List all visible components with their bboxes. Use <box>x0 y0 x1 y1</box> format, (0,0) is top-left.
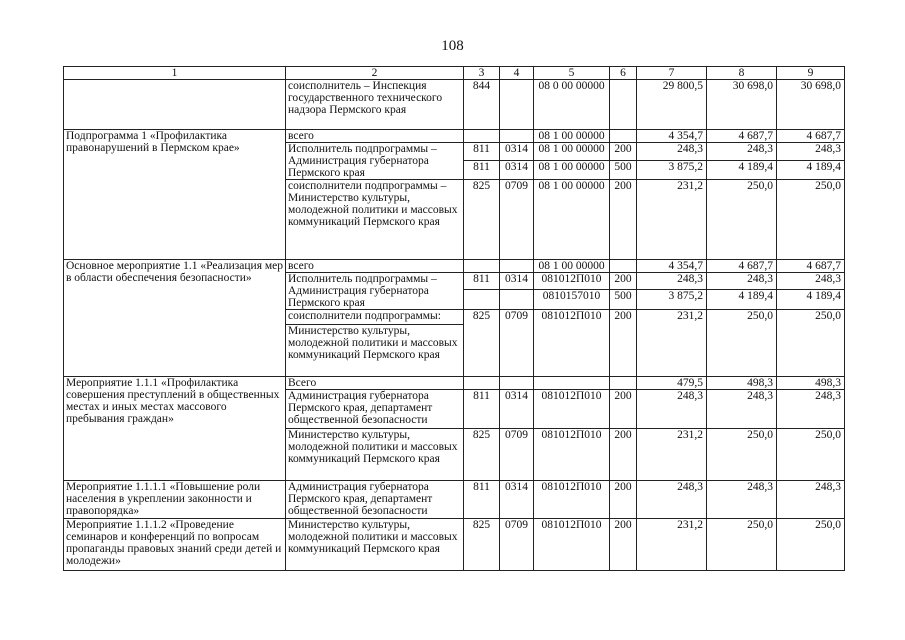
program-cell <box>64 80 286 130</box>
csr-cell: 08 1 00 00000 <box>534 130 610 143</box>
csr-cell: 081012П010 <box>534 481 610 519</box>
header-cell: 6 <box>610 67 637 80</box>
header-cell: 8 <box>707 67 777 80</box>
vr-cell: 200 <box>610 390 637 429</box>
program-cell: Мероприятие 1.1.1 «Профилактика совершения преступлений в общественных местах и иных местах массового пребывания граждан» <box>64 377 286 481</box>
section-cell: 0314 <box>500 390 534 429</box>
grbs-cell: 825 <box>464 180 500 260</box>
executor-cell: Министерство культуры, молодежной политики и массовых коммуникаций Пермского края <box>286 519 464 571</box>
executor-cell: Всего <box>286 377 464 390</box>
vr-cell: 200 <box>610 273 637 290</box>
table-row <box>64 80 845 130</box>
amount-cell: 248,3 <box>707 143 777 161</box>
csr-cell: 081012П010 <box>534 429 610 481</box>
amount-cell: 248,3 <box>637 481 707 519</box>
csr-cell: 08 1 00 00000 <box>534 143 610 161</box>
grbs-cell: 811 <box>464 481 500 519</box>
amount-cell: 30 698,0 <box>777 80 845 130</box>
section-cell: 0314 <box>500 160 534 179</box>
header-cell: 9 <box>777 67 845 80</box>
table-row <box>64 260 845 273</box>
section-cell: 0709 <box>500 310 534 377</box>
vr-cell: 500 <box>610 160 637 179</box>
amount-cell: 250,0 <box>777 519 845 571</box>
csr-cell: 08 1 00 00000 <box>534 260 610 273</box>
amount-cell: 248,3 <box>777 143 845 161</box>
executor-cell: соисполнители подпрограммы: <box>286 310 464 325</box>
amount-cell: 248,3 <box>637 273 707 290</box>
amount-cell: 250,0 <box>707 429 777 481</box>
section-cell: 0314 <box>500 273 534 290</box>
header-cell: 7 <box>637 67 707 80</box>
section-cell <box>500 260 534 273</box>
section-cell: 0314 <box>500 481 534 519</box>
section-cell: 0709 <box>500 180 534 260</box>
table-row <box>64 519 845 571</box>
table-row <box>64 481 845 519</box>
csr-cell: 08 1 00 00000 <box>534 160 610 179</box>
section-cell <box>500 377 534 390</box>
amount-cell: 4 354,7 <box>637 260 707 273</box>
grbs-cell: 844 <box>464 80 500 130</box>
grbs-cell: 811 <box>464 390 500 429</box>
executor-cell: Министерство культуры, молодежной политики и массовых коммуникаций Пермского края <box>286 325 464 377</box>
csr-cell: 081012П010 <box>534 519 610 571</box>
executor-cell: Исполнитель подпрограммы – Администрация губернатора Пермского края <box>286 273 464 310</box>
header-cell: 3 <box>464 67 500 80</box>
vr-cell: 200 <box>610 481 637 519</box>
grbs-cell <box>464 130 500 143</box>
grbs-cell: 811 <box>464 143 500 161</box>
amount-cell: 248,3 <box>707 390 777 429</box>
amount-cell: 248,3 <box>707 481 777 519</box>
program-cell: Мероприятие 1.1.1.2 «Проведение семинаров и конференций по вопросам пропаганды правовых знаний среди детей и молодежи» <box>64 519 286 571</box>
header-cell: 5 <box>534 67 610 80</box>
amount-cell: 231,2 <box>637 180 707 260</box>
amount-cell: 250,0 <box>707 180 777 260</box>
executor-cell: соисполнитель – Инспекция государственного технического надзора Пермского края <box>286 80 464 130</box>
grbs-cell <box>464 377 500 390</box>
executor-cell: соисполнители подпрограммы – Министерство культуры, молодежной политики и массовых коммуникаций Пермского края <box>286 180 464 260</box>
amount-cell: 4 189,4 <box>777 290 845 310</box>
amount-cell: 248,3 <box>637 143 707 161</box>
csr-cell: 081012П010 <box>534 273 610 290</box>
amount-cell: 250,0 <box>707 519 777 571</box>
amount-cell: 231,2 <box>637 519 707 571</box>
header-cell: 1 <box>64 67 286 80</box>
amount-cell: 248,3 <box>637 390 707 429</box>
vr-cell <box>610 130 637 143</box>
program-cell: Основное мероприятие 1.1 «Реализация мер в области обеспечения безопасности» <box>64 260 286 377</box>
amount-cell: 498,3 <box>777 377 845 390</box>
section-cell <box>500 80 534 130</box>
amount-cell: 248,3 <box>777 273 845 290</box>
amount-cell: 250,0 <box>777 310 845 377</box>
section-cell: 0314 <box>500 143 534 161</box>
executor-cell: всего <box>286 130 464 143</box>
csr-cell: 08 1 00 00000 <box>534 180 610 260</box>
csr-cell <box>534 377 610 390</box>
vr-cell <box>610 260 637 273</box>
vr-cell: 200 <box>610 180 637 260</box>
amount-cell: 4 189,4 <box>777 160 845 179</box>
amount-cell: 29 800,5 <box>637 80 707 130</box>
amount-cell: 30 698,0 <box>707 80 777 130</box>
amount-cell: 4 687,7 <box>707 130 777 143</box>
executor-cell: Администрация губернатора Пермского края, департамент общественной безопасности <box>286 390 464 429</box>
amount-cell: 479,5 <box>637 377 707 390</box>
amount-cell: 250,0 <box>707 310 777 377</box>
grbs-cell <box>464 260 500 273</box>
grbs-cell: 825 <box>464 310 500 377</box>
program-cell: Подпрограмма 1 «Профилактика правонарушений в Пермском крае» <box>64 130 286 260</box>
amount-cell: 4 687,7 <box>777 130 845 143</box>
amount-cell: 3 875,2 <box>637 160 707 179</box>
section-cell <box>500 130 534 143</box>
grbs-cell <box>464 290 500 310</box>
vr-cell: 200 <box>610 519 637 571</box>
budget-table <box>63 66 845 571</box>
vr-cell: 200 <box>610 310 637 377</box>
table-row <box>64 377 845 390</box>
grbs-cell: 825 <box>464 429 500 481</box>
csr-cell: 08 0 00 00000 <box>534 80 610 130</box>
vr-cell: 500 <box>610 290 637 310</box>
csr-cell: 081012П010 <box>534 310 610 377</box>
program-cell: Мероприятие 1.1.1.1 «Повышение роли населения в укреплении законности и правопорядка» <box>64 481 286 519</box>
executor-cell: Администрация губернатора Пермского края, департамент общественной безопасности <box>286 481 464 519</box>
header-cell: 4 <box>500 67 534 80</box>
grbs-cell: 811 <box>464 160 500 179</box>
section-cell: 0709 <box>500 519 534 571</box>
amount-cell: 250,0 <box>777 180 845 260</box>
vr-cell: 200 <box>610 429 637 481</box>
amount-cell: 4 687,7 <box>707 260 777 273</box>
grbs-cell: 825 <box>464 519 500 571</box>
amount-cell: 231,2 <box>637 429 707 481</box>
header-row <box>64 67 845 80</box>
amount-cell: 248,3 <box>777 390 845 429</box>
amount-cell: 248,3 <box>707 273 777 290</box>
section-cell <box>500 290 534 310</box>
csr-cell: 0810157010 <box>534 290 610 310</box>
vr-cell <box>610 80 637 130</box>
grbs-cell: 811 <box>464 273 500 290</box>
amount-cell: 248,3 <box>777 481 845 519</box>
executor-cell: Исполнитель подпрограммы – Администрация губернатора Пермского края <box>286 143 464 180</box>
header-cell: 2 <box>286 67 464 80</box>
vr-cell <box>610 377 637 390</box>
section-cell: 0709 <box>500 429 534 481</box>
amount-cell: 250,0 <box>777 429 845 481</box>
executor-cell: всего <box>286 260 464 273</box>
vr-cell: 200 <box>610 143 637 161</box>
amount-cell: 3 875,2 <box>637 290 707 310</box>
amount-cell: 231,2 <box>637 310 707 377</box>
executor-cell: Министерство культуры, молодежной политики и массовых коммуникаций Пермского края <box>286 429 464 481</box>
page-number: 108 <box>441 38 464 54</box>
table-row <box>64 130 845 143</box>
csr-cell: 081012П010 <box>534 390 610 429</box>
amount-cell: 4 189,4 <box>707 290 777 310</box>
amount-cell: 4 687,7 <box>777 260 845 273</box>
amount-cell: 4 189,4 <box>707 160 777 179</box>
amount-cell: 4 354,7 <box>637 130 707 143</box>
amount-cell: 498,3 <box>707 377 777 390</box>
